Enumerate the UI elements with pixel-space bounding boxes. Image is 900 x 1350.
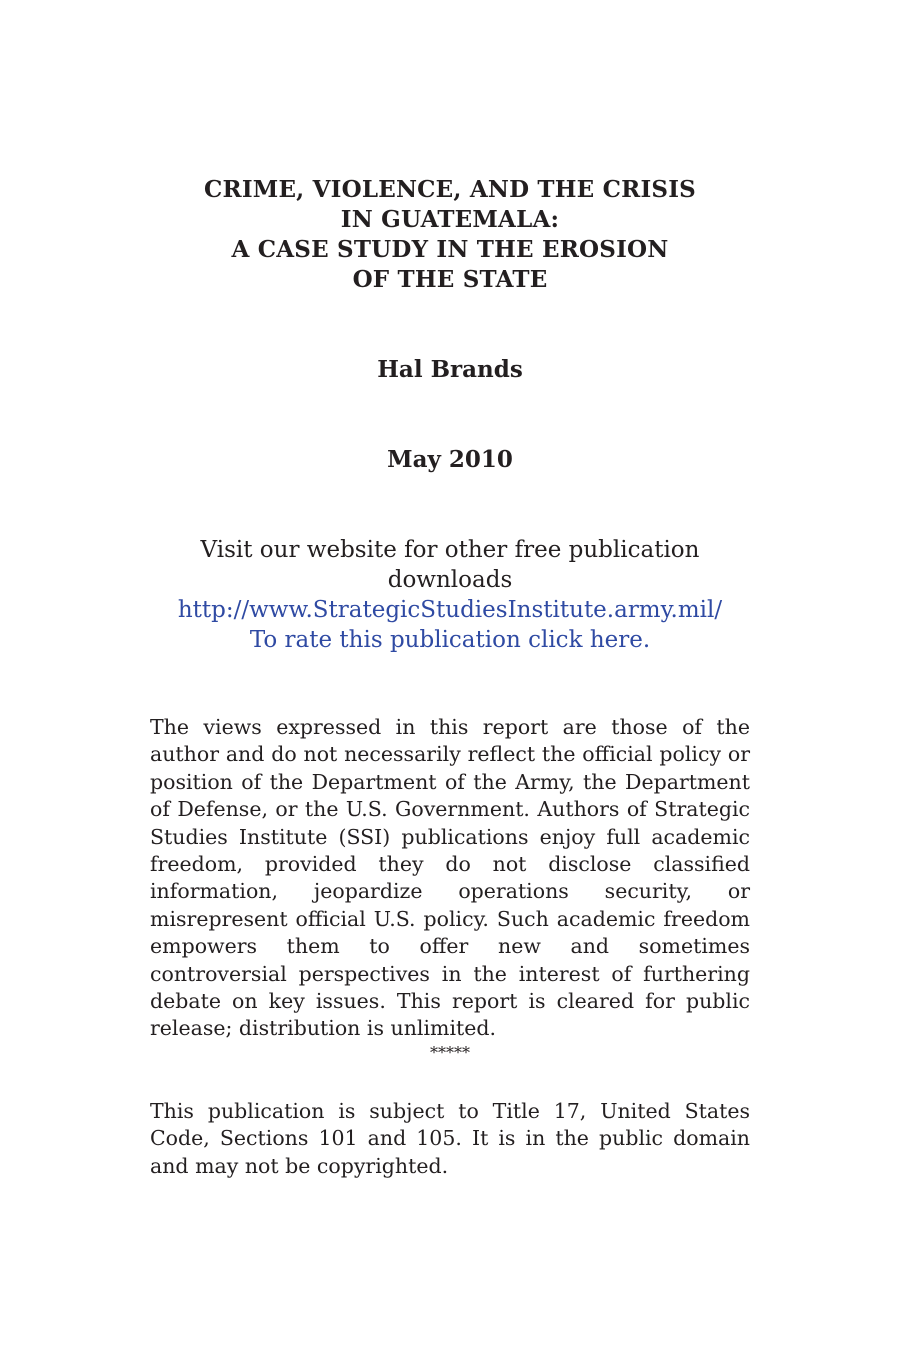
disclaimer-paragraph: The views expressed in this report are those of the author and do not necessarily reflect the official policy or position of the Department of the Army, the Department of Defense, or the U.S. Government. Authors of Strategic Studies Institute (SSI) publications enjoy full academic freedom, provided they do not disclose classified information, jeopardize operations security, or misrepresent official U.S. policy. Such academic freedom empowers them to offer new and sometimes controversial perspectives in the interest of furthering debate on key issues. This report is cleared for public release; distribution is unlimited. [150, 715, 750, 1041]
page-title [150, 175, 750, 295]
title-line-3: A CASE STUDY IN THE EROSION [231, 236, 669, 263]
website-url-link[interactable]: http://www.StrategicStudiesInstitute.army.mil/ [177, 597, 723, 623]
title-line-2: IN GUATEMALA: [340, 206, 560, 233]
copyright-paragraph: This publication is subject to Title 17, United States Code, Sections 101 and 105. It is in the public domain and may not be copyrighted. [150, 1099, 750, 1178]
title-line-1: CRIME, VIOLENCE, AND THE CRISIS [204, 176, 696, 203]
title-line-4: OF THE STATE [352, 266, 548, 293]
website-notice [150, 535, 750, 655]
section-separator: ***** [430, 1043, 470, 1062]
website-notice-line-2: downloads [387, 567, 513, 593]
author-name: Hal Brands [377, 356, 523, 383]
rate-publication-link[interactable]: To rate this publication click here. [249, 627, 651, 653]
publication-date: May 2010 [387, 446, 513, 473]
website-notice-line-1: Visit our website for other free publication [200, 537, 700, 563]
